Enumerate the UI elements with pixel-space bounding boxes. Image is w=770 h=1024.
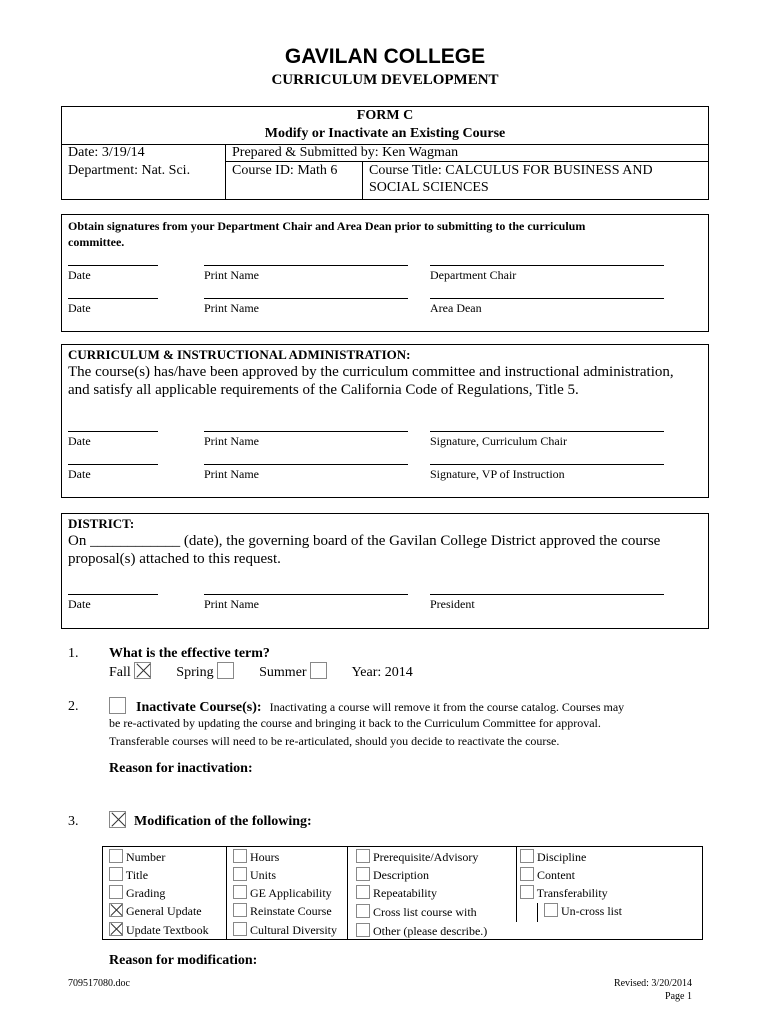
mod-item-reinstate-course[interactable]: Reinstate Course xyxy=(233,903,332,919)
form-date: Date: 3/19/14 xyxy=(68,145,145,160)
sig-label-print-name: Print Name xyxy=(204,467,259,481)
signature-line[interactable] xyxy=(204,431,408,432)
inactivation-reason-label: Reason for inactivation: xyxy=(109,761,253,776)
form-info-vdivider-1 xyxy=(225,144,226,200)
mod-item-update-textbook[interactable]: Update Textbook xyxy=(109,922,209,938)
mod-item-prerequisite[interactable]: Prerequisite/Advisory xyxy=(356,849,478,865)
grid-divider xyxy=(537,903,538,922)
form-course-id: Course ID: Math 6 xyxy=(232,163,338,178)
signature-line[interactable] xyxy=(430,464,664,465)
sig-label-date: Date xyxy=(68,434,91,448)
form-info-divider-2 xyxy=(225,161,709,162)
mod-item-general-update[interactable]: General Update xyxy=(109,903,202,919)
form-course-title-1: Course Title: CALCULUS FOR BUSINESS AND xyxy=(369,163,653,178)
document-subtitle: CURRICULUM DEVELOPMENT xyxy=(271,72,499,88)
curriculum-text-2: and satisfy all applicable requirements of the California Code of Regulations, Title 5. xyxy=(68,382,579,398)
signature-line[interactable] xyxy=(204,265,408,266)
mod-item-units[interactable]: Units xyxy=(233,867,276,883)
summer-checkbox[interactable] xyxy=(310,662,327,679)
sig-label-vp-instruction: Signature, VP of Instruction xyxy=(430,467,565,481)
signature-line[interactable] xyxy=(68,298,158,299)
mod-item-description[interactable]: Description xyxy=(356,867,429,883)
form-label: FORM C xyxy=(356,108,414,123)
signature-line[interactable] xyxy=(68,265,158,266)
signatures-instruction-1: Obtain signatures from your Department Chair and Area Dean prior to submitting to the curriculum xyxy=(68,219,586,233)
signature-line[interactable] xyxy=(68,464,158,465)
inactivate-label: Inactivate Course(s): xyxy=(136,700,262,715)
sig-label-curriculum-chair: Signature, Curriculum Chair xyxy=(430,434,567,448)
year-label: Year: 2014 xyxy=(351,665,413,680)
district-text-1: On ____________ (date), the governing board of the Gavilan College District approved the course xyxy=(68,533,661,549)
q2-line-1 xyxy=(109,697,624,716)
form-prepared-by: Prepared & Submitted by: Ken Wagman xyxy=(232,145,459,160)
signature-line[interactable] xyxy=(430,431,664,432)
fall-label: Fall xyxy=(109,665,131,680)
mod-item-discipline[interactable]: Discipline xyxy=(520,849,586,865)
sig-label-print-name: Print Name xyxy=(204,301,259,315)
inactivate-text-1: Inactivating a course will remove it from the course catalog. Courses may xyxy=(269,700,625,714)
sig-label-print-name: Print Name xyxy=(204,434,259,448)
mod-item-content[interactable]: Content xyxy=(520,867,575,883)
signature-line[interactable] xyxy=(68,594,158,595)
signature-line[interactable] xyxy=(204,464,408,465)
footer-filename: 709517080.doc xyxy=(68,978,130,989)
fall-checkbox[interactable] xyxy=(134,662,151,679)
footer-page: Page 1 xyxy=(665,991,692,1002)
inactivate-text-3: Transferable courses will need to be re-articulated, should you decide to reactivate the course. xyxy=(109,734,560,748)
sig-label-date: Date xyxy=(68,268,91,282)
mod-item-title[interactable]: Title xyxy=(109,867,148,883)
signature-line[interactable] xyxy=(430,594,664,595)
sig-label-print-name: Print Name xyxy=(204,268,259,282)
inactivate-text-2: be re-activated by updating the course and bringing it back to the Curriculum Committee for approval. xyxy=(109,716,601,730)
grid-divider xyxy=(226,846,227,940)
modification-reason-label: Reason for modification: xyxy=(109,953,258,968)
mod-item-grading[interactable]: Grading xyxy=(109,885,165,901)
sig-label-print-name: Print Name xyxy=(204,597,259,611)
spring-label: Spring xyxy=(176,665,214,680)
form-course-title-2: SOCIAL SCIENCES xyxy=(369,180,489,195)
form-info-vdivider-2 xyxy=(362,161,363,200)
mod-item-other[interactable]: Other (please describe.) xyxy=(356,923,487,939)
curriculum-heading: CURRICULUM & INSTRUCTIONAL ADMINISTRATION: xyxy=(68,347,411,362)
signature-line[interactable] xyxy=(68,431,158,432)
sig-label-department-chair: Department Chair xyxy=(430,268,517,282)
q1-number: 1. xyxy=(68,646,79,661)
mod-item-cultural-diversity[interactable]: Cultural Diversity xyxy=(233,922,337,938)
mod-item-transferability[interactable]: Transferability xyxy=(520,885,608,901)
district-heading: DISTRICT: xyxy=(68,516,135,531)
q1-question: What is the effective term? xyxy=(109,646,270,661)
modification-label: Modification of the following: xyxy=(134,814,312,829)
modification-checkbox[interactable] xyxy=(109,811,126,828)
curriculum-text-1: The course(s) has/have been approved by the curriculum committee and instructional administration, xyxy=(68,364,674,380)
signature-line[interactable] xyxy=(204,594,408,595)
signature-line[interactable] xyxy=(430,265,664,266)
sig-label-area-dean: Area Dean xyxy=(430,301,482,315)
summer-label: Summer xyxy=(259,665,307,680)
signature-line[interactable] xyxy=(204,298,408,299)
signatures-instruction-2: committee. xyxy=(68,235,125,249)
sig-label-date: Date xyxy=(68,301,91,315)
mod-item-number[interactable]: Number xyxy=(109,849,165,865)
signature-line[interactable] xyxy=(430,298,664,299)
sig-label-date: Date xyxy=(68,467,91,481)
district-text-2: proposal(s) attached to this request. xyxy=(68,551,281,567)
inactivate-checkbox[interactable] xyxy=(109,697,126,714)
form-title: Modify or Inactivate an Existing Course xyxy=(264,126,506,141)
mod-item-repeatability[interactable]: Repeatability xyxy=(356,885,437,901)
q3-line xyxy=(109,811,312,830)
q1-options xyxy=(109,662,413,681)
mod-item-cross-list[interactable]: Cross list course with xyxy=(356,904,477,920)
sig-label-date: Date xyxy=(68,597,91,611)
spring-checkbox[interactable] xyxy=(217,662,234,679)
form-department: Department: Nat. Sci. xyxy=(68,163,191,178)
mod-item-uncross-list[interactable]: Un-cross list xyxy=(544,903,622,919)
grid-divider xyxy=(516,846,517,922)
college-name: GAVILAN COLLEGE xyxy=(284,45,486,68)
q3-number: 3. xyxy=(68,814,79,829)
mod-item-ge-applicability[interactable]: GE Applicability xyxy=(233,885,332,901)
grid-divider xyxy=(347,846,348,940)
sig-label-president: President xyxy=(430,597,475,611)
district-box xyxy=(61,513,709,629)
footer-revised: Revised: 3/20/2014 xyxy=(613,978,692,989)
q2-number: 2. xyxy=(68,699,79,714)
mod-item-hours[interactable]: Hours xyxy=(233,849,279,865)
